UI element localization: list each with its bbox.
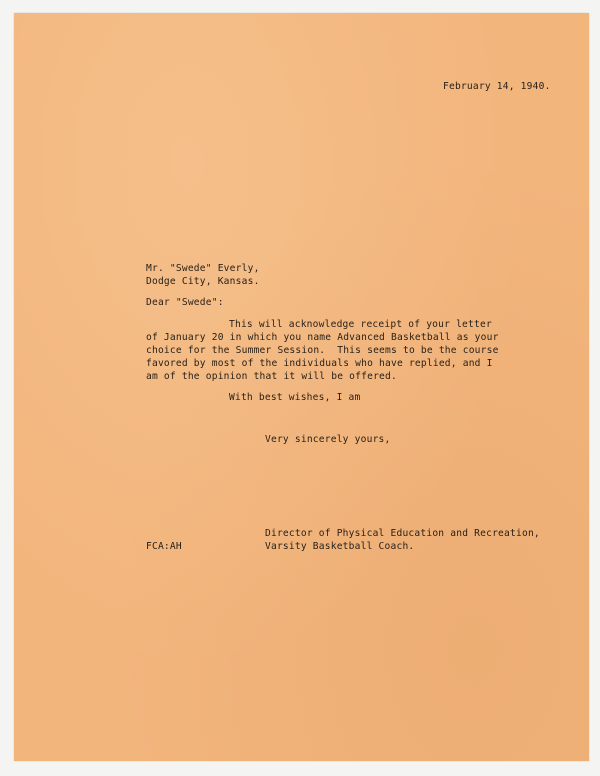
recipient-city: Dodge City, Kansas. [146,276,260,287]
valediction: Very sincerely yours, [265,434,391,445]
letter-date: February 14, 1940. [443,81,551,92]
closing-line: With best wishes, I am [229,392,361,403]
letter-paper [14,13,589,761]
signature-title: Director of Physical Education and Recreation, [265,528,540,539]
recipient-name: Mr. "Swede" Everly, [146,263,260,274]
body-line: of January 20 in which you name Advanced Basketball as your [146,332,499,343]
body-line: favored by most of the individuals who have replied, and I [146,358,493,369]
body-line: choice for the Summer Session. This seems to be the course [146,345,499,356]
salutation: Dear "Swede": [146,297,224,308]
reference-initials: FCA:AH [146,541,182,552]
body-line: am of the opinion that it will be offered. [146,371,397,382]
body-line: This will acknowledge receipt of your letter [229,319,492,330]
signature-title: Varsity Basketball Coach. [265,541,415,552]
